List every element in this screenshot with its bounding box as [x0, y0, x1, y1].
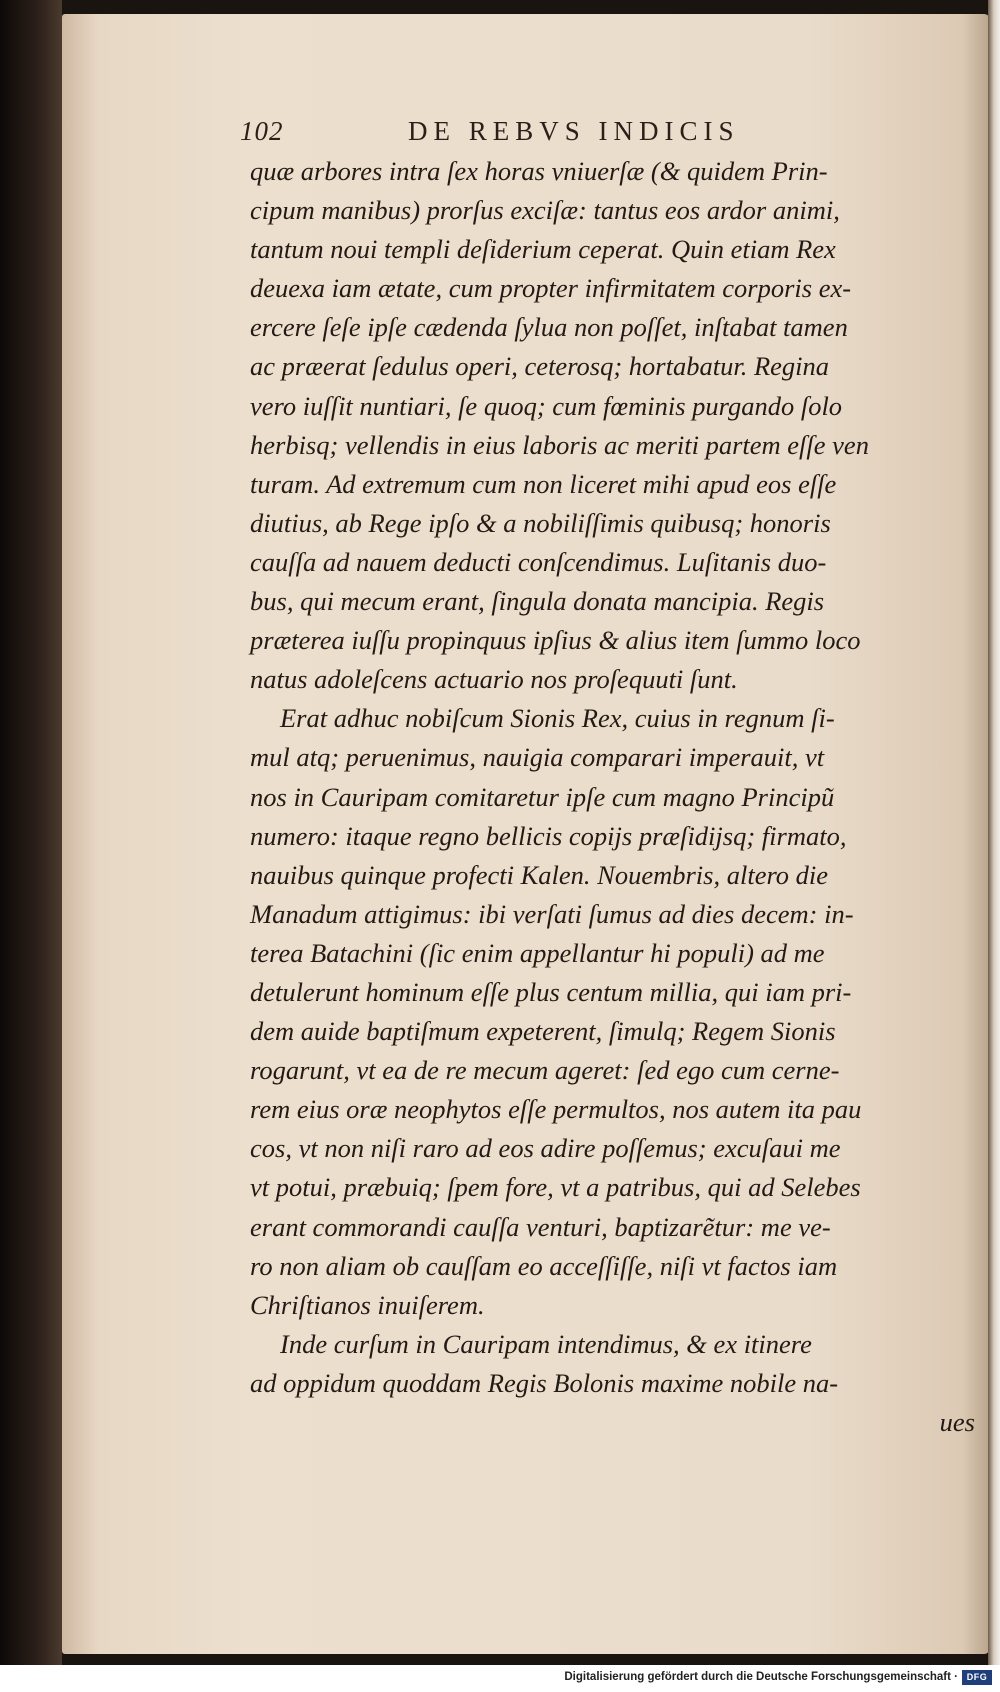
- body-text: [250, 152, 975, 1442]
- text-line: tantum noui templi deſiderium ceperat. Quin etiam Rex: [250, 234, 836, 265]
- text-line: vt potui, præbuiq; ſpem fore, vt a patribus, qui ad Selebes: [250, 1172, 861, 1203]
- text-line: bus, qui mecum erant, ſingula donata mancipia. Regis: [250, 586, 825, 617]
- text-line: nos in Cauripam comitaretur ipſe cum magno Principũ: [250, 781, 835, 812]
- text-line: erant commorandi cauſſa venturi, baptizarẽtur: me ve-: [250, 1211, 831, 1242]
- running-head: [240, 116, 800, 150]
- text-line: ro non aliam ob cauſſam eo acceſſiſſe, niſi vt factos iam: [250, 1250, 838, 1281]
- book-binding: [0, 0, 62, 1665]
- text-line: cipum manibus) prorſus exciſæ: tantus eos ardor animi,: [250, 195, 840, 226]
- text-line: quæ arbores intra ſex horas vniuerſæ (& quidem Prin-: [250, 156, 828, 186]
- text-line: dem auide baptiſmum expeterent, ſimulq; Regem Sionis: [250, 1016, 836, 1047]
- paragraph-start-line: Inde curſum in Cauripam intendimus, & ex itinere: [280, 1328, 812, 1359]
- text-line: ad oppidum quoddam Regis Bolonis maxime nobile na-: [250, 1367, 839, 1398]
- text-line: herbisq; vellendis in eius laboris ac meriti partem eſſe ven: [250, 429, 869, 460]
- text-line: rogarunt, vt ea de re mecum ageret: ſed ego cum cerne-: [250, 1055, 840, 1086]
- text-line: nauibus quinque profecti Kalen. Nouembris, altero die: [250, 859, 829, 890]
- paragraph-start-line: Erat adhuc nobiſcum Sionis Rex, cuius in regnum ſi-: [280, 703, 835, 734]
- page-number: 102: [240, 116, 284, 146]
- text-line: vero iuſſit nuntiari, ſe quoq; cum fœminis purgando ſolo: [250, 390, 843, 421]
- digitization-footer: [0, 1665, 1000, 1692]
- page-edge: [988, 0, 1000, 1665]
- text-line: numero: itaque regno bellicis copijs præſidijsq; firmato,: [250, 820, 847, 851]
- text-line: Chriſtianos inuiſerem.: [250, 1289, 485, 1320]
- dfg-logo: DFG: [962, 1670, 992, 1685]
- text-line: terea Batachini (ſic enim appellantur hi populi) ad me: [250, 937, 825, 968]
- text-line: cauſſa ad nauem deducti conſcendimus. Luſitanis duo-: [250, 546, 827, 577]
- text-line: natus adoleſcens actuario nos proſequuti ſunt.: [250, 664, 738, 695]
- catchword: ues: [939, 1407, 975, 1437]
- text-line: ac præerat ſedulus operi, ceterosq; hortabatur. Regina: [250, 351, 830, 382]
- text-line: mul atq; peruenimus, nauigia comparari imperauit, vt: [250, 742, 825, 773]
- text-line: ercere ſeſe ipſe cædenda ſylua non poſſet, inſtabat tamen: [250, 312, 848, 343]
- text-line: cos, vt non niſi raro ad eos adire poſſemus; excuſaui me: [250, 1133, 841, 1164]
- text-line: rem eius oræ neophytos eſſe permultos, nos autem ita pau: [250, 1094, 862, 1125]
- funding-credit: Digitalisierung gefördert durch die Deutsche Forschungsgemeinschaft ·: [564, 1671, 958, 1683]
- text-line: Manadum attigimus: ibi verſati ſumus ad dies decem: in-: [250, 898, 854, 929]
- running-title: DE REBVS INDICIS: [408, 116, 740, 146]
- text-line: deuexa iam ætate, cum propter infirmitatem corporis ex-: [250, 273, 852, 304]
- text-line: turam. Ad extremum cum non liceret mihi apud eos eſſe: [250, 468, 837, 499]
- text-line: diutius, ab Rege ipſo & a nobiliſſimis quibusq; honoris: [250, 507, 831, 538]
- text-line: detulerunt hominum eſſe plus centum millia, qui iam pri-: [250, 976, 852, 1007]
- text-line: præterea iuſſu propinquus ipſius & alius item ſummo loco: [250, 625, 861, 656]
